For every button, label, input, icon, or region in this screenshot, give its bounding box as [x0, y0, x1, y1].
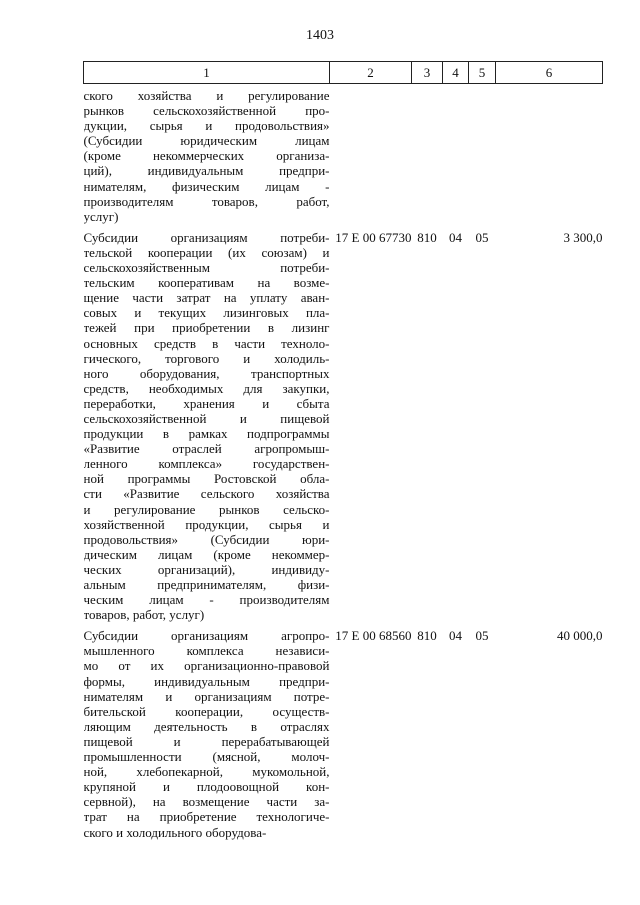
description-line: ческим лицам - производителям: [83, 592, 330, 608]
description-line: мышленного комплекса независи-: [83, 643, 330, 659]
description-line: трат на приобретение технологиче-: [83, 809, 330, 825]
description-line: нимателям и организациям потре-: [83, 688, 330, 704]
header-col-4: 4: [443, 62, 469, 84]
description-line: мо от их организационно-правовой: [83, 658, 330, 674]
cell-subsection: 05: [475, 628, 489, 644]
cell-subsection: [469, 84, 496, 224]
header-col-5: 5: [469, 62, 496, 84]
description-line: ского и холодильного оборудова-: [83, 824, 267, 840]
cell-expense-type: 810: [417, 229, 437, 245]
cell-amount: [496, 84, 603, 224]
description-line: товаров, работ, услуг): [83, 607, 205, 623]
description-line: и регулирование рынков сельско-: [83, 501, 330, 517]
description-line: «Развитие отраслей агропромыш-: [83, 441, 330, 457]
description-line: услуг): [83, 208, 119, 224]
description-line: ций), индивидуальным предпри-: [83, 163, 330, 179]
header-col-2: 2: [330, 62, 412, 84]
description-line: тельской кооперации (их союзам) и: [83, 244, 330, 260]
description-line: крупяной и плодоовощной кон-: [83, 779, 330, 795]
header-col-6: 6: [496, 62, 603, 84]
table-header-row: [84, 62, 603, 84]
description-line: продукции в рамках подпрограммы: [83, 426, 330, 442]
description-line: сельскохозяйственным потреби-: [83, 260, 330, 276]
header-col-3: 3: [412, 62, 443, 84]
description-line: Субсидии организациям агропро-: [83, 628, 330, 644]
description-line: нимателям, физическим лицам -: [83, 178, 330, 194]
description-line: основных средств в части техноло-: [83, 335, 330, 351]
description-line: продовольствия» (Субсидии юри-: [83, 531, 330, 547]
description-line: дукции, сырья и продовольствия»: [83, 118, 330, 134]
description-line: ной, хлебопекарной, мукомольной,: [83, 764, 330, 780]
description-line: производителям товаров, работ,: [83, 193, 330, 209]
cell-section: [443, 84, 469, 224]
description-line: гического, торгового и холодиль-: [83, 350, 330, 366]
description-line: ческих организаций), индивиду-: [83, 561, 330, 577]
description-line: (кроме некоммерческих организа-: [83, 148, 330, 164]
table-body: [84, 84, 603, 840]
table-row: [84, 84, 603, 224]
budget-table: [83, 61, 603, 840]
description-line: сти «Развитие сельского хозяйства: [83, 486, 330, 502]
cell-section: 04: [449, 229, 462, 245]
description-line: Субсидии организациям потреби-: [83, 229, 330, 245]
description-line: альным предпринимателям, физи-: [83, 577, 330, 592]
cell-target-code: 17 Е 00 68560: [335, 628, 412, 644]
cell-description: [84, 224, 330, 622]
description-line: бительской кооперации, осуществ-: [83, 703, 330, 719]
page-number: 1403: [306, 28, 334, 43]
description-line: рынков сельскохозяйственной про-: [83, 103, 330, 119]
description-line: ляющим деятельность в отраслях: [83, 718, 330, 734]
description-line: хозяйственной продукции, сырья и: [83, 516, 330, 532]
description-line: тежей при приобретении в лизинг: [83, 320, 330, 336]
cell-description: [84, 622, 330, 839]
table-row: [84, 622, 603, 839]
description-line: тельским кооперативам на возме-: [83, 275, 330, 291]
description-line: формы, индивидуальным предпри-: [83, 673, 330, 689]
cell-subsection: 05: [475, 229, 489, 245]
description-line: переработки, хранения и сбыта: [83, 395, 330, 411]
description-line: пищевой и перерабатывающей: [83, 733, 330, 749]
description-line: сервной), на возмещение части за-: [83, 794, 330, 810]
description-line: (Субсидии юридическим лицам: [83, 133, 330, 149]
header-col-1: 1: [84, 62, 330, 84]
table-row: [84, 224, 603, 622]
cell-section: 04: [449, 628, 462, 644]
description-line: промышленности (мясной, молоч-: [83, 749, 330, 765]
cell-amount: 40 000,0: [557, 628, 603, 644]
description-line: ленного комплекса» государствен-: [83, 456, 330, 472]
cell-expense-type: [412, 84, 443, 224]
cell-amount: 3 300,0: [563, 229, 603, 245]
cell-description: [84, 84, 330, 224]
cell-target-code: 17 Е 00 67730: [335, 229, 412, 245]
description-line: средств, необходимых для закупки,: [83, 380, 330, 396]
description-line: ского хозяйства и регулирование: [83, 88, 330, 103]
description-line: дическим лицам (кроме некоммер-: [83, 546, 330, 562]
cell-expense-type: 810: [417, 628, 437, 644]
cell-target-code: [330, 84, 412, 224]
description-line: щение части затрат на уплату аван-: [83, 290, 330, 306]
description-line: сельскохозяйственной и пищевой: [83, 410, 330, 426]
description-line: совых и текущих лизинговых пла-: [83, 305, 330, 321]
description-line: ной программы Ростовской обла-: [83, 471, 330, 487]
description-line: ного оборудования, транспортных: [83, 365, 330, 381]
